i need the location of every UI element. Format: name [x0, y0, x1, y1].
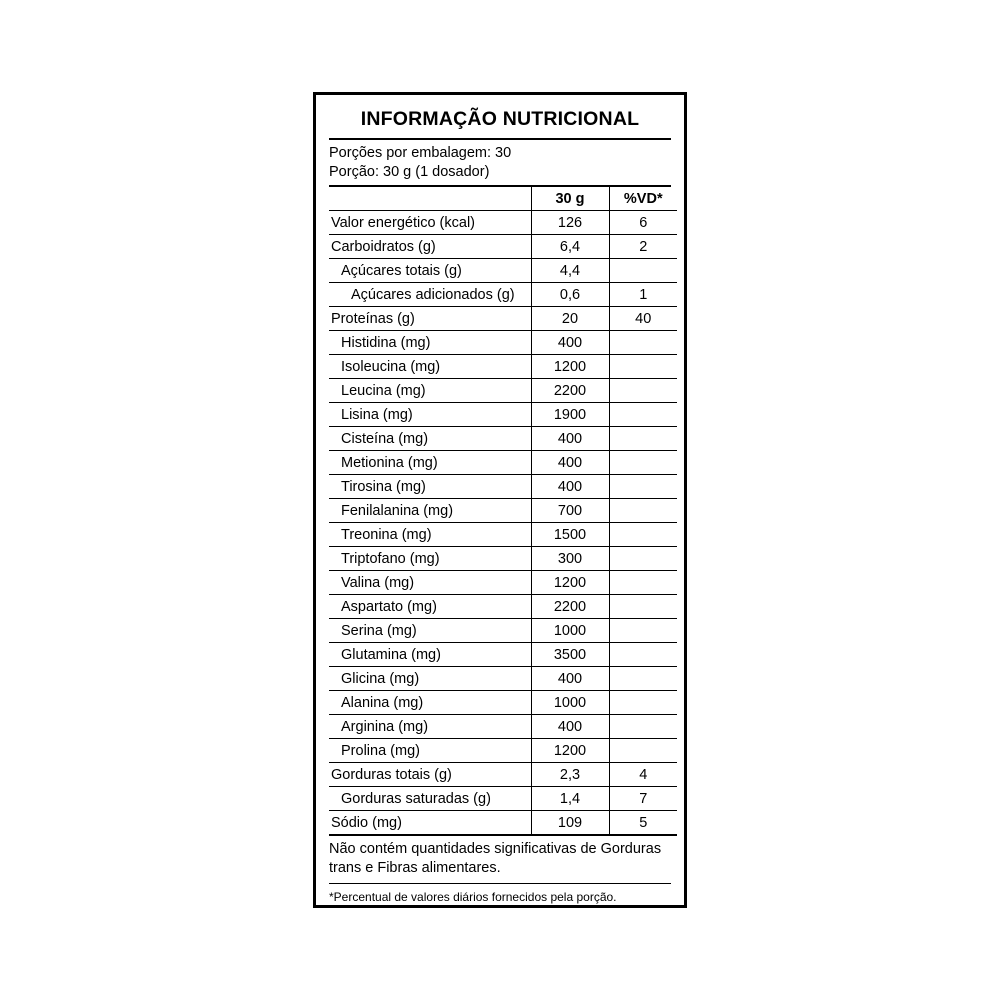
- nutrient-name: Triptofano (mg): [329, 547, 531, 571]
- nutrient-name: Gorduras saturadas (g): [329, 787, 531, 811]
- nutrition-facts-inner: [316, 95, 684, 905]
- nutrient-daily-value: 7: [609, 787, 677, 811]
- nutrient-amount: 2200: [531, 379, 609, 403]
- table-row: [329, 475, 677, 499]
- nutrient-name: Valina (mg): [329, 571, 531, 595]
- nutrient-name: Valor energético (kcal): [329, 211, 531, 235]
- nutrient-name: Tirosina (mg): [329, 475, 531, 499]
- nutrient-daily-value: [609, 499, 677, 523]
- table-row: [329, 715, 677, 739]
- nutrient-name: Histidina (mg): [329, 331, 531, 355]
- nutrient-name: Metionina (mg): [329, 451, 531, 475]
- table-row: [329, 211, 677, 235]
- nutrient-amount: 400: [531, 451, 609, 475]
- nutrient-amount: 4,4: [531, 259, 609, 283]
- nutrient-daily-value: 2: [609, 235, 677, 259]
- nutrient-amount: 0,6: [531, 283, 609, 307]
- nutrient-name: Sódio (mg): [329, 811, 531, 836]
- nutrient-name: Açúcares adicionados (g): [329, 283, 531, 307]
- nutrient-daily-value: [609, 475, 677, 499]
- nutrient-amount: 1,4: [531, 787, 609, 811]
- nutrient-daily-value: [609, 715, 677, 739]
- footnote-main: Não contém quantidades significativas de Gorduras trans e Fibras alimentares.: [329, 836, 671, 884]
- page-title: INFORMAÇÃO NUTRICIONAL: [329, 103, 671, 140]
- table-row: [329, 787, 677, 811]
- nutrient-name: Serina (mg): [329, 619, 531, 643]
- nutrient-amount: 400: [531, 331, 609, 355]
- nutrition-table-head: [329, 187, 677, 211]
- nutrient-name: Açúcares totais (g): [329, 259, 531, 283]
- nutrient-daily-value: [609, 259, 677, 283]
- nutrient-daily-value: [609, 355, 677, 379]
- nutrient-amount: 1500: [531, 523, 609, 547]
- nutrient-name: Fenilalanina (mg): [329, 499, 531, 523]
- nutrient-daily-value: 1: [609, 283, 677, 307]
- table-row: [329, 691, 677, 715]
- nutrient-name: Glutamina (mg): [329, 643, 531, 667]
- nutrient-name: Proteínas (g): [329, 307, 531, 331]
- nutrient-name: Treonina (mg): [329, 523, 531, 547]
- column-header-amount: 30 g: [531, 187, 609, 211]
- serving-size: Porção: 30 g (1 dosador): [329, 164, 490, 180]
- nutrient-amount: 400: [531, 427, 609, 451]
- nutrient-daily-value: [609, 451, 677, 475]
- table-row: [329, 643, 677, 667]
- table-row: [329, 379, 677, 403]
- nutrient-name: Leucina (mg): [329, 379, 531, 403]
- table-row: [329, 427, 677, 451]
- nutrient-daily-value: [609, 643, 677, 667]
- nutrient-amount: 2200: [531, 595, 609, 619]
- table-row: [329, 499, 677, 523]
- nutrient-daily-value: 6: [609, 211, 677, 235]
- nutrition-table: [329, 187, 677, 836]
- table-row: [329, 547, 677, 571]
- table-row: [329, 595, 677, 619]
- nutrient-daily-value: 5: [609, 811, 677, 836]
- nutrient-name: Prolina (mg): [329, 739, 531, 763]
- nutrient-amount: 700: [531, 499, 609, 523]
- table-row: [329, 811, 677, 836]
- table-row: [329, 235, 677, 259]
- nutrient-name: Arginina (mg): [329, 715, 531, 739]
- table-row: [329, 307, 677, 331]
- nutrient-name: Carboidratos (g): [329, 235, 531, 259]
- table-row: [329, 403, 677, 427]
- nutrient-daily-value: [609, 595, 677, 619]
- table-row: [329, 739, 677, 763]
- nutrient-amount: 20: [531, 307, 609, 331]
- nutrient-amount: 2,3: [531, 763, 609, 787]
- servings-per-package: Porções por embalagem: 30: [329, 145, 512, 161]
- nutrient-daily-value: [609, 667, 677, 691]
- table-header-row: [329, 187, 677, 211]
- nutrient-daily-value: [609, 739, 677, 763]
- nutrient-amount: 1000: [531, 619, 609, 643]
- table-row: [329, 523, 677, 547]
- nutrient-daily-value: [609, 571, 677, 595]
- nutrition-facts-panel: [313, 92, 687, 908]
- table-row: [329, 763, 677, 787]
- nutrient-daily-value: [609, 691, 677, 715]
- nutrient-amount: 1000: [531, 691, 609, 715]
- table-row: [329, 619, 677, 643]
- nutrient-name: Lisina (mg): [329, 403, 531, 427]
- table-row: [329, 571, 677, 595]
- nutrient-amount: 3500: [531, 643, 609, 667]
- nutrient-daily-value: [609, 547, 677, 571]
- table-row: [329, 259, 677, 283]
- nutrient-amount: 400: [531, 715, 609, 739]
- nutrient-amount: 400: [531, 475, 609, 499]
- nutrient-amount: 1200: [531, 571, 609, 595]
- nutrient-daily-value: [609, 331, 677, 355]
- nutrient-amount: 109: [531, 811, 609, 836]
- column-header-dv: %VD*: [609, 187, 677, 211]
- table-row: [329, 331, 677, 355]
- nutrient-daily-value: 4: [609, 763, 677, 787]
- table-row: [329, 667, 677, 691]
- column-header-nutrient: [329, 187, 531, 211]
- nutrient-daily-value: [609, 619, 677, 643]
- nutrient-daily-value: 40: [609, 307, 677, 331]
- nutrient-name: Isoleucina (mg): [329, 355, 531, 379]
- nutrient-amount: 1900: [531, 403, 609, 427]
- footnote-dv-note: *Percentual de valores diários fornecidos pela porção.: [329, 890, 617, 904]
- nutrient-daily-value: [609, 379, 677, 403]
- nutrient-name: Cisteína (mg): [329, 427, 531, 451]
- table-row: [329, 355, 677, 379]
- nutrient-daily-value: [609, 427, 677, 451]
- nutrient-amount: 1200: [531, 739, 609, 763]
- nutrient-name: Gorduras totais (g): [329, 763, 531, 787]
- nutrient-amount: 300: [531, 547, 609, 571]
- nutrient-name: Aspartato (mg): [329, 595, 531, 619]
- table-row: [329, 283, 677, 307]
- table-row: [329, 451, 677, 475]
- nutrient-amount: 1200: [531, 355, 609, 379]
- nutrition-table-body: [329, 211, 677, 836]
- nutrient-daily-value: [609, 403, 677, 427]
- nutrient-amount: 6,4: [531, 235, 609, 259]
- nutrient-name: Glicina (mg): [329, 667, 531, 691]
- nutrient-daily-value: [609, 523, 677, 547]
- nutrient-amount: 400: [531, 667, 609, 691]
- nutrient-amount: 126: [531, 211, 609, 235]
- serving-info: [329, 140, 671, 187]
- nutrient-name: Alanina (mg): [329, 691, 531, 715]
